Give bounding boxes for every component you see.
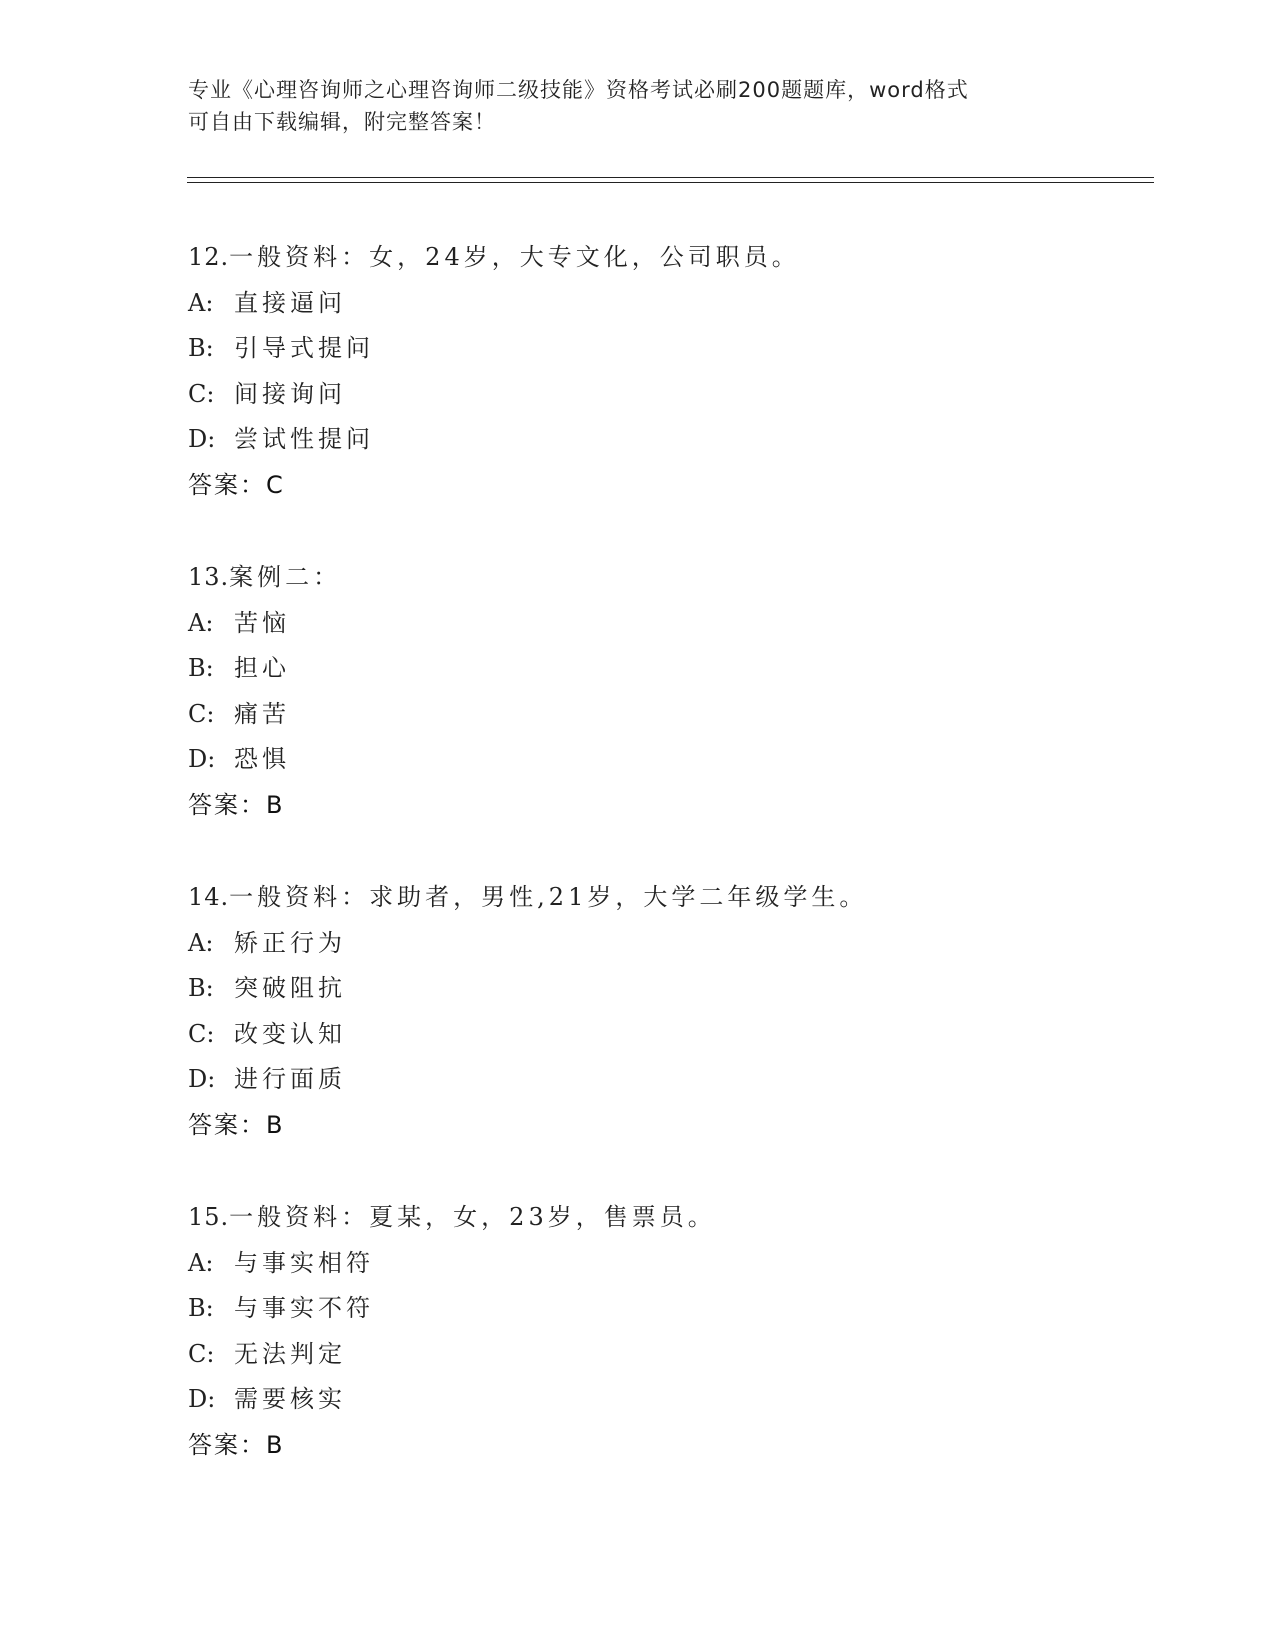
option-text: 无法判定 xyxy=(234,1339,346,1368)
question-item xyxy=(188,1195,1148,1468)
option-d xyxy=(188,1057,1148,1103)
option-text: 痛苦 xyxy=(234,699,290,728)
option-key: B: xyxy=(188,334,214,362)
question-stem-line xyxy=(188,235,1148,281)
option-b xyxy=(188,966,1148,1012)
option-key: D: xyxy=(188,1385,216,1413)
option-a xyxy=(188,281,1148,327)
question-number: 13. xyxy=(188,563,230,591)
option-text: 需要核实 xyxy=(234,1385,346,1413)
header-line-2: 可自由下载编辑，附完整答案！ xyxy=(188,110,496,134)
option-text: 改变认知 xyxy=(234,1019,346,1048)
option-key: D: xyxy=(188,425,216,453)
question-stem-line xyxy=(188,1195,1148,1241)
option-key: A: xyxy=(188,288,214,317)
question-item xyxy=(188,235,1148,508)
option-key: D: xyxy=(188,745,216,773)
answer-line: 答案：B xyxy=(188,1430,285,1459)
option-d xyxy=(188,417,1148,463)
option-text: 恐惧 xyxy=(234,745,290,773)
header-line-1: 专业《心理咨询师之心理咨询师二级技能》资格考试必刷200题题库，word格式 xyxy=(188,78,969,102)
answer-line: 答案：C xyxy=(188,470,285,499)
option-c xyxy=(188,1332,1148,1378)
question-stem: 一般资料：女，24岁，大专文化，公司职员。 xyxy=(229,243,800,271)
option-text: 苦恼 xyxy=(234,608,290,637)
option-a xyxy=(188,601,1148,647)
option-c xyxy=(188,1012,1148,1058)
document-header xyxy=(188,74,1088,138)
option-text: 与事实不符 xyxy=(234,1294,374,1322)
option-key: B: xyxy=(188,974,214,1002)
option-key: C: xyxy=(188,1019,215,1048)
option-c xyxy=(188,372,1148,418)
option-c xyxy=(188,692,1148,738)
option-text: 直接逼问 xyxy=(234,288,346,317)
question-stem-line xyxy=(188,555,1148,601)
question-stem-line xyxy=(188,875,1148,921)
option-b xyxy=(188,1286,1148,1332)
question-stem: 一般资料：夏某，女，23岁，售票员。 xyxy=(229,1203,716,1231)
option-key: C: xyxy=(188,1339,215,1368)
option-text: 引导式提问 xyxy=(234,334,374,362)
answer-line: 答案：B xyxy=(188,790,285,819)
option-b xyxy=(188,646,1148,692)
option-text: 突破阻抗 xyxy=(234,974,346,1002)
question-stem: 案例二： xyxy=(229,563,342,591)
option-d xyxy=(188,1377,1148,1423)
answer-line: 答案：B xyxy=(188,1110,285,1139)
option-key: B: xyxy=(188,1294,214,1322)
option-text: 矫正行为 xyxy=(234,928,346,957)
option-key: A: xyxy=(188,608,214,637)
option-text: 与事实相符 xyxy=(234,1248,374,1277)
question-number: 15. xyxy=(188,1203,230,1231)
option-b xyxy=(188,326,1148,372)
option-text: 担心 xyxy=(234,654,290,682)
question-stem: 一般资料：求助者，男性,21岁，大学二年级学生。 xyxy=(229,883,868,911)
option-key: A: xyxy=(188,928,214,957)
option-text: 进行面质 xyxy=(234,1065,346,1093)
option-key: D: xyxy=(188,1065,216,1093)
option-a xyxy=(188,1241,1148,1287)
header-rule-bottom xyxy=(187,182,1154,183)
question-list xyxy=(188,235,1148,1515)
question-item xyxy=(188,555,1148,828)
option-text: 间接询问 xyxy=(234,379,346,408)
question-number: 14. xyxy=(188,883,230,911)
header-rule-top xyxy=(187,177,1154,178)
option-a xyxy=(188,921,1148,967)
option-text: 尝试性提问 xyxy=(234,425,374,453)
question-item xyxy=(188,875,1148,1148)
option-key: C: xyxy=(188,379,215,408)
option-key: B: xyxy=(188,654,214,682)
option-key: A: xyxy=(188,1248,214,1277)
option-d xyxy=(188,737,1148,783)
question-number: 12. xyxy=(188,243,230,271)
option-key: C: xyxy=(188,699,215,728)
